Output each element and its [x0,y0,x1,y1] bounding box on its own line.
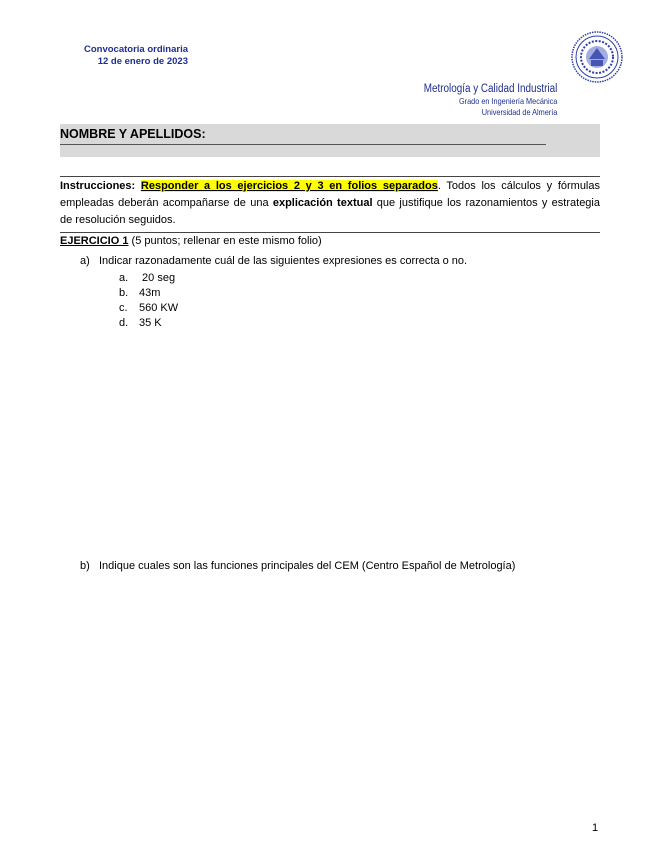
option-item [119,271,178,286]
option-item [119,286,178,301]
exam-session-info [60,44,188,68]
option-item [119,301,178,316]
instructions-bold: explicación textual [272,197,373,209]
question-a-text: Indicar razonadamente cuál de las siguientes expresiones es correcta o no. [99,255,468,267]
student-name-box [60,124,600,157]
instructions-text-2: que justifique los razonamientos y estrategia de resolución seguidos. [60,197,600,226]
student-name-line[interactable] [60,144,546,145]
question-b-text: Indique cuales son las funciones principales del CEM (Centro Español de Metrología) [99,560,516,572]
option-label: b. [119,287,129,299]
university-name: Universidad de Almería [481,107,557,117]
option-label: a. [119,272,129,284]
option-label: d. [119,317,129,329]
option-text: 43m [139,287,161,299]
question-a-label: a) [80,255,90,267]
question-b [80,560,515,572]
instructions-text-1: . Todos los cálculos y fórmulas empleadas deberán acompañarse de una [60,180,600,209]
option-text: 20 seg [139,272,176,284]
option-text: 560 KW [139,302,179,314]
exercise-1-title: EJERCICIO 1 [60,235,129,247]
instructions-highlight: Responder a los ejercicios 2 y 3 en folios separados [140,180,438,192]
university-seal-icon [570,30,624,84]
degree-name: Grado en Ingeniería Mecánica [458,96,557,106]
exercise-1-heading [60,235,322,247]
option-text: 35 K [139,317,162,329]
course-title: Metrología y Calidad Industrial [423,83,557,95]
instructions [60,176,600,233]
convocatoria-text: Convocatoria ordinaria [84,44,188,55]
page-number: 1 [592,822,599,834]
instructions-label: Instrucciones: [60,180,136,192]
course-info [402,82,557,118]
option-item [119,316,178,331]
question-a-options [119,271,178,331]
exam-date: 12 de enero de 2023 [97,56,188,67]
exercise-1-subtitle: (5 puntos; rellenar en este mismo folio) [128,235,322,247]
question-b-label: b) [80,560,90,572]
option-label: c. [119,302,128,314]
question-a [80,255,467,267]
student-name-label: NOMBRE Y APELLIDOS: [60,127,206,141]
